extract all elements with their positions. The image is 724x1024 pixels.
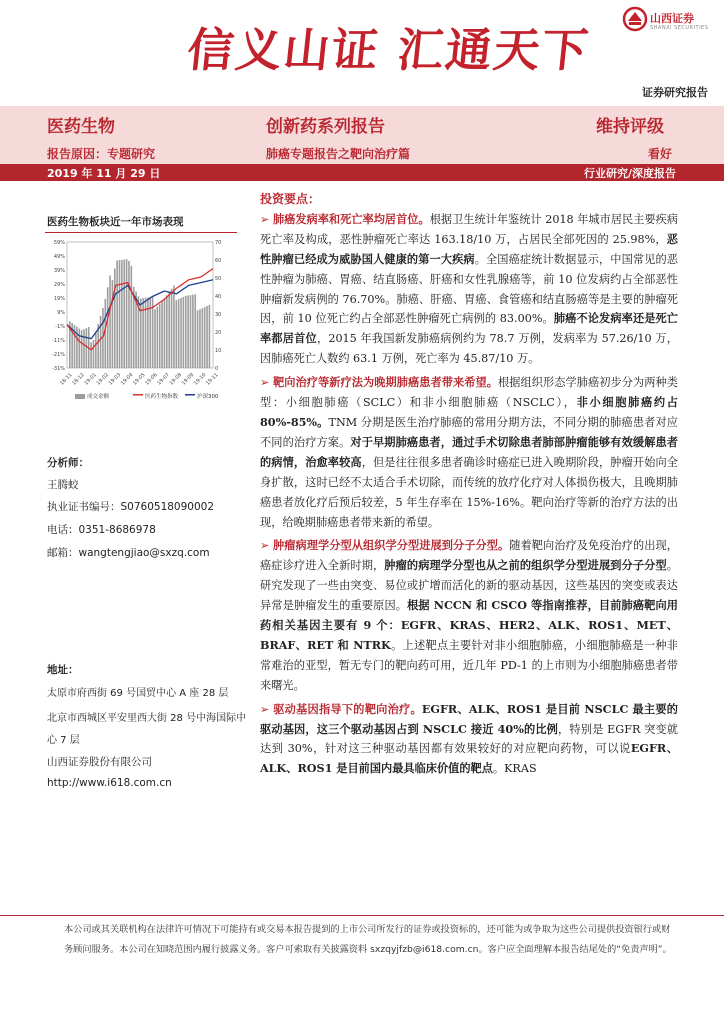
investment-highlights [260,190,678,779]
bold-run: EGFR、ALK、ROS1 是目前国内最具临床价值的靶点 [260,741,678,776]
volume-bar [114,268,116,368]
y-tick-label: 9% [57,310,65,316]
text-run: 。研究发现了一些由突变、易位或扩增而活化的新的驱动基因，这些基因的突变或表达异常是肿瘤发生的重要原因。 [260,559,678,613]
volume-bar [164,299,166,368]
volume-bar [90,342,92,368]
y-tick-label: 59% [53,240,65,246]
analyst-label: 分析师： [47,457,89,469]
arrow-bullet-icon: ➢ [260,376,273,390]
company-logo-icon [622,6,648,32]
arrow-bullet-icon: ➢ [260,702,274,716]
volume-bar [154,309,156,368]
text-run: 。KRAS [492,762,537,776]
arrow-bullet-icon: ➢ [260,539,273,553]
text-run: 。全国癌症统计数据显示，中国常见的恶性肿瘤为肺癌、胃癌、结直肠癌、肝癌和女性乳腺癌等，前 10 位发病约占全部恶性肿瘤新发病例的 76.70%。肺癌、肝癌、胃癌、食管癌和结直肠癌等是主要的肿瘤死因，前 10 位死亡约占全部恶性肿瘤死亡病例的 83.00%。 [260,252,678,326]
volume-bar [161,302,163,368]
volume-bar [190,295,192,368]
report-subtitle: 肺癌专题报告之靶向治疗篇 [266,147,411,161]
volume-bar [83,329,85,368]
y-right-tick-label: 60 [215,258,222,264]
y-right-tick-label: 30 [215,312,222,318]
bold-run: EGFR、ALK、ROS1 是目前 NSCLC 最主要的驱动基因，这三个驱动基因占到 NSCLC 接近 40%的比例 [260,701,678,736]
y-tick-label: 29% [53,282,65,288]
highlight-3 [260,536,678,695]
x-tick-label: 19-02 [95,372,111,387]
volume-bar [187,295,189,368]
x-tick-label: 19-06 [144,372,159,387]
y-tick-label: -11% [52,338,65,344]
volume-bar [168,292,170,368]
report-category: 行业研究/深度报告 [583,167,676,180]
company-name-en: SHANXI SECURITIES [650,25,709,31]
y-tick-label: -1% [55,324,65,330]
volume-bar [173,286,175,368]
volume-bar [93,340,95,368]
report-date: 2019 年 11 月 29 日 [47,167,161,180]
volume-bar [112,280,114,368]
y-tick-label: 19% [53,296,65,302]
volume-bar [119,260,121,368]
volume-bar [166,295,168,368]
legend-label: 医药生物指数 [145,394,179,400]
x-tick-label: 19-08 [168,372,184,387]
volume-bar [157,307,159,368]
volume-bar [180,298,182,368]
highlight-2-title: 靶向治疗等新疗法为晚期肺癌患者带来希望。 [273,375,499,390]
report-reason: 报告原因：专题研究 [47,147,156,161]
y-tick-label: 49% [53,254,65,260]
volume-bar [199,309,201,368]
bold-run: 对于早期肺癌患者，通过手术切除患者肺部肿瘤能够有效缓解患者的病情，治愈率较高 [260,434,678,469]
y-right-tick-label: 70 [215,240,222,246]
date-bar [0,164,724,181]
market-chart [45,236,237,406]
text-run: 。上述靶点主要针对非小细胞肺癌，小细胞肺癌是一种非常难治的亚型，暂无专门的靶向药可用，近几年 PD-1 的上市则为小细胞肺癌患者带来曙光。 [260,638,678,692]
industry-name: 医药生物 [47,117,115,137]
y-right-tick-label: 50 [215,276,222,282]
legend-swatch [185,394,195,396]
volume-bar [86,328,88,368]
x-tick-label: 19-04 [119,372,135,387]
text-run: ，但是往往很多患者确诊时癌症已进入晚期阶段，肿瘤开始向全身扩散，这时已经不太适合手术切除，而传统的放疗化疗对人体损伤极大，且晚期肺癌患者放化疗后预后较差，5 年生存率在 15%-16%。靶向治疗等新的治疗方法的出现，给晚期肺癌患者带来新的希望。 [260,455,678,529]
text-run: 随着靶向治疗及免疫治疗的出现，癌症诊疗进入全新时期， [260,539,678,573]
footer-rule [0,915,724,916]
x-tick-label: 19-01 [83,372,98,387]
report-series: 创新药系列报告 [266,117,385,137]
analyst-cert: 执业证书编号：S0760518090002 [47,501,215,513]
address-line-2: 北京市西城区平安里西大街 28 号中海国际中心 7 层 [47,713,247,746]
y-right-tick-label: 10 [215,348,222,354]
x-tick-label: 19-03 [107,372,123,387]
volume-bar [183,297,185,368]
bold-run: 肿瘤的病理学分型也从之前的组织学分型进展到分子分型 [384,558,667,573]
chart-title-rule [45,232,237,233]
y-tick-label: 39% [53,268,65,274]
volume-bar [178,299,180,368]
volume-bar [140,299,142,368]
x-tick-label: 19-11 [205,372,220,387]
volume-bar [107,287,109,368]
x-tick-label: 19-05 [132,372,147,387]
bold-run: 肺癌不论发病率还是死亡率都居首位 [260,311,678,346]
arrow-bullet-icon: ➢ [260,212,273,226]
volume-bar [197,310,199,368]
volume-bar [206,306,208,368]
x-tick-label: 18-11 [59,372,74,387]
text-run: ，特别是 EGFR 突变就达到 30%，针对这三种驱动基因都有效果较好的对应靶向药物，可以说 [260,722,678,756]
volume-bar [128,261,130,368]
company-full-name: 山西证券股份有限公司 [47,756,152,768]
text-run: 根据卫生统计年鉴统计 2018 年城市居民主要疾病死亡率及构成，恶性肿瘤死亡率达 163.18/10 万，占居民全部死因的 25.98%， [260,212,678,246]
volume-bar [204,307,206,368]
y-right-tick-label: 20 [215,330,222,336]
analyst-name: 王腾蛟 [47,479,79,491]
x-tick-label: 18-12 [71,372,86,387]
highlight-1-title: 肺癌发病率和死亡率均居首位。 [272,211,430,226]
slogan: 信义山证 汇通天下 [184,23,593,77]
y-right-tick-label: 40 [215,294,222,300]
bold-run: 恶性肿瘤已经成为威胁国人健康的第一大疾病 [260,231,678,266]
volume-bar [202,308,204,368]
volume-bar [145,298,147,368]
legend-swatch [75,394,85,399]
volume-bar [105,299,107,368]
volume-bar [176,300,178,368]
volume-bar [121,260,123,368]
x-tick-label: 19-09 [180,372,196,387]
volume-bar [159,304,161,368]
volume-bar [116,260,118,368]
volume-bar [131,266,133,368]
y-tick-label: -31% [52,366,65,372]
highlight-3-title: 肿瘤病理学分型从组织学分型进展到分子分型。 [273,538,510,553]
volume-bar [209,305,211,368]
outlook: 看好 [648,147,673,161]
document-type: 证券研究报告 [642,86,708,99]
volume-bar [95,332,97,368]
legend-label: 成交金额 [87,394,110,400]
highlight-4-title: 驱动基因指导下的靶向治疗。 [273,701,422,716]
highlight-1 [260,210,678,369]
address-line-1: 太原市府西街 69 号国贸中心 A 座 28 层 [47,688,229,699]
text-run: ，2015 年我国新发肺癌病例约为 78.7 万例，发病率为 57.26/10 万，因肺癌死亡人数约 63.1 万例，死亡率为 45.87/10 万。 [260,332,678,366]
highlight-2 [260,373,678,532]
legend-swatch [133,394,143,396]
bold-run: 非小细胞肺癌约占 80%-85%。 [260,395,678,429]
text-run: 根据组织形态学肺癌初步分为两种类型：小细胞肺癌（SCLC）和非小细胞肺癌（NSCLC）， [260,376,678,410]
section-title: 投资要点： [260,192,321,206]
y-right-tick-label: 0 [215,366,219,372]
bold-run: 根据 NCCN 和 CSCO 等指南推荐，目前肺癌靶向用药相关基因主要有 9 个：EGFR、KRAS、HER2、ALK、ROS1、MET、BRAF、RET 和 NTRK [260,598,678,652]
highlight-4 [260,700,678,780]
website-link[interactable]: http://www.i618.com.cn [47,777,172,789]
volume-bar [126,259,128,368]
volume-bar [192,295,194,368]
analyst-email[interactable]: 邮箱：wangtengjiao@sxzq.com [47,547,210,559]
y-tick-label: -21% [52,352,65,358]
analyst-phone: 电话：0351-8686978 [47,524,156,536]
volume-bar [194,294,196,368]
legend-label: 沪深300 [197,394,219,400]
address-label: 地址： [47,664,79,676]
volume-bar [142,298,144,368]
volume-bar [109,276,111,368]
text-run: TNM 分期是医生治疗肺癌的常用分期方法，不同分期的肺癌患者对应不同的治疗方案。 [260,415,678,449]
chart-title: 医药生物板块近一年市场表现 [47,216,184,228]
x-tick-label: 19-07 [156,372,171,387]
volume-bar [123,259,125,368]
disclaimer: 本公司或其关联机构在法律许可情况下可能持有或交易本报告提到的上市公司所发行的证券或投资标的，还可能为或争取为这些公司提供投资银行或财务顾问服务。本公司在知晓范围内履行披露义务。客户可索取有关披露资料 sxzqyjfzb@i618.com.cn。客户应全面理解本报告结尾处的“免责声明”。 [64,924,672,955]
volume-bar [100,316,102,368]
volume-bar [185,296,187,368]
company-name: 山西证券 [650,12,694,25]
rating: 维持评级 [596,117,664,137]
volume-bar [171,289,173,368]
x-tick-label: 19-10 [192,372,208,387]
